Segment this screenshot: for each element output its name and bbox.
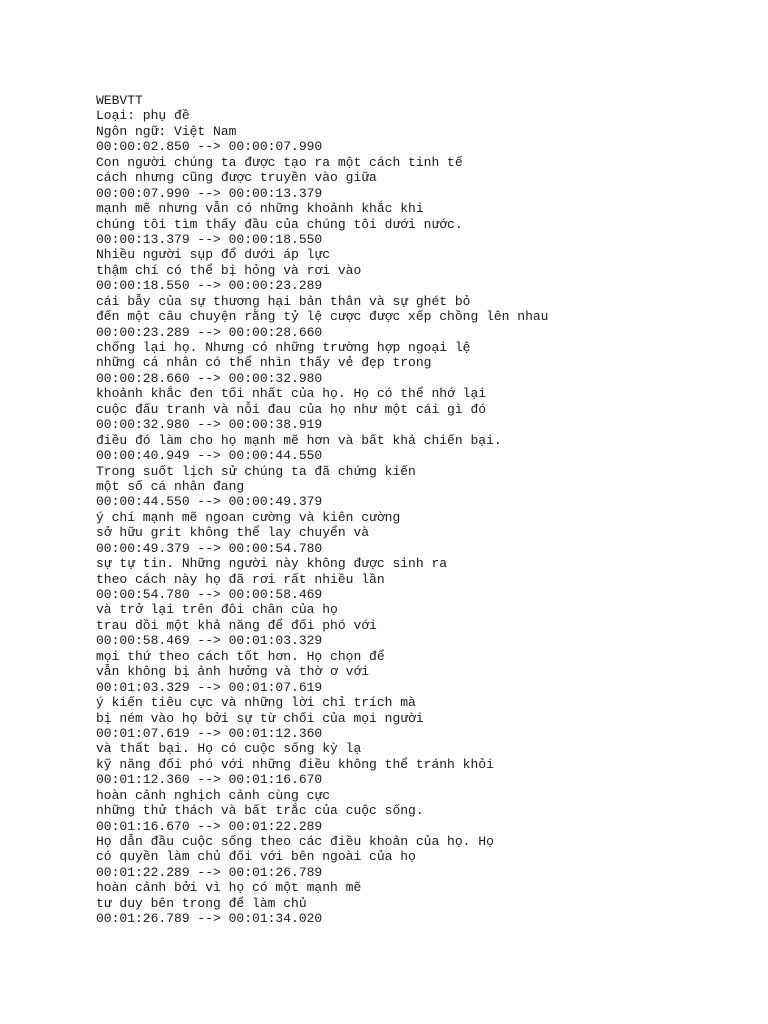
timestamp-line: 00:01:22.289 --> 00:01:26.789 (96, 864, 323, 880)
subtitle-text-line: Nhiều người sụp đổ dưới áp lực (96, 247, 331, 263)
subtitle-text-line: và thất bại. Họ có cuộc sống kỳ lạ (96, 741, 362, 757)
timestamp-line: 00:00:23.289 --> 00:00:28.660 (96, 324, 323, 340)
subtitle-text-line: những cá nhân có thể nhìn thấy vẻ đẹp trong (96, 355, 432, 371)
subtitle-text-line: tư duy bên trong để làm chủ (96, 895, 307, 911)
subtitle-text-line: mọi thứ theo cách tốt hơn. Họ chọn để (96, 648, 385, 664)
subtitle-text-line: kỹ năng đối phó với những điều không thể tránh khỏi (96, 756, 494, 772)
subtitle-text-line: sự tự tin. Những người này không được sinh ra (96, 556, 448, 572)
timestamp-line: 00:01:12.360 --> 00:01:16.670 (96, 772, 323, 788)
subtitle-document (96, 93, 548, 927)
timestamp-line: 00:00:49.379 --> 00:00:54.780 (96, 540, 323, 556)
subtitle-text-line: vẫn không bị ảnh hưởng và thờ ơ với (96, 664, 370, 680)
timestamp-line: 00:01:26.789 --> 00:01:34.020 (96, 911, 323, 927)
subtitle-text-line: Họ dẫn đầu cuộc sống theo các điều khoản của họ. Họ (96, 834, 494, 849)
timestamp-line: 00:00:13.379 --> 00:00:18.550 (96, 231, 323, 247)
subtitle-text-line: bị ném vào họ bởi sự từ chối của mọi người (96, 710, 424, 726)
subtitle-text-line: sở hữu grit không thể lay chuyển và (96, 525, 370, 541)
subtitle-text-line: có quyền làm chủ đối với bên ngoài của họ (96, 849, 416, 865)
subtitle-text-line: mạnh mẽ nhưng vẫn có những khoảnh khắc khi (96, 201, 424, 217)
subtitle-text-line: chúng tôi tìm thấy đầu của chúng tôi dưới nước. (96, 216, 463, 232)
subtitle-text-line: khoảnh khắc đen tối nhất của họ. Họ có thể nhớ lại (96, 386, 487, 402)
subtitle-text-line: chống lại họ. Nhưng có những trường hợp ngoại lệ (96, 340, 471, 355)
subtitle-text-line: cái bẫy của sự thương hại bản thân và sự ghét bỏ (96, 293, 471, 309)
subtitle-text-line: một số cá nhân đang (96, 478, 245, 494)
timestamp-line: 00:01:07.619 --> 00:01:12.360 (96, 725, 323, 741)
subtitle-text-line: cuộc đấu tranh và nỗi đau của họ như một cái gì đó (96, 401, 487, 417)
timestamp-line: 00:00:07.990 --> 00:00:13.379 (96, 185, 323, 201)
subtitle-text-line: theo cách này họ đã rơi rất nhiều lần (96, 571, 385, 587)
subtitle-text-line: và trở lại trên đôi chân của họ (96, 602, 338, 618)
subtitle-text-line: trau dồi một khả năng để đối phó với (96, 617, 377, 633)
language-line: Ngôn ngữ: Việt Nam (96, 123, 237, 139)
subtitle-text-line: Con người chúng ta được tạo ra một cách tinh tế (96, 154, 463, 170)
timestamp-line: 00:01:03.329 --> 00:01:07.619 (96, 679, 323, 695)
type-line: Loại: phụ đề (96, 108, 190, 124)
subtitle-text-line: điều đó làm cho họ mạnh mẽ hơn và bất khả chiến bại. (96, 432, 502, 448)
subtitle-text-line: ý chí mạnh mẽ ngoan cường và kiên cường (96, 509, 401, 525)
timestamp-line: 00:00:40.949 --> 00:00:44.550 (96, 448, 323, 464)
subtitle-text-line: đến một câu chuyện rằng tỷ lệ cược được xếp chồng lên nhau (96, 309, 549, 325)
subtitle-text-line: hoàn cảnh bởi vì họ có một mạnh mẽ (96, 880, 362, 896)
timestamp-line: 00:00:28.660 --> 00:00:32.980 (96, 370, 323, 386)
timestamp-line: 00:01:16.670 --> 00:01:22.289 (96, 818, 323, 834)
file-header: WEBVTT (96, 93, 143, 108)
subtitle-text-line: Trong suốt lịch sử chúng ta đã chứng kiến (96, 463, 416, 479)
timestamp-line: 00:00:58.469 --> 00:01:03.329 (96, 633, 323, 649)
timestamp-line: 00:00:02.850 --> 00:00:07.990 (96, 139, 323, 155)
subtitle-text-line: cách nhưng cũng được truyền vào giữa (96, 170, 377, 186)
timestamp-line: 00:00:44.550 --> 00:00:49.379 (96, 494, 323, 510)
timestamp-line: 00:00:32.980 --> 00:00:38.919 (96, 417, 323, 433)
subtitle-text-line: những thử thách và bất trắc của cuộc sống. (96, 803, 424, 819)
timestamp-line: 00:00:54.780 --> 00:00:58.469 (96, 587, 323, 602)
subtitle-text-line: hoàn cảnh nghịch cảnh cùng cực (96, 787, 331, 803)
timestamp-line: 00:00:18.550 --> 00:00:23.289 (96, 278, 323, 294)
subtitle-text-line: ý kiến tiêu cực và những lời chỉ trích mà (96, 695, 416, 711)
subtitle-text-line: thậm chí có thể bị hỏng và rơi vào (96, 262, 362, 278)
